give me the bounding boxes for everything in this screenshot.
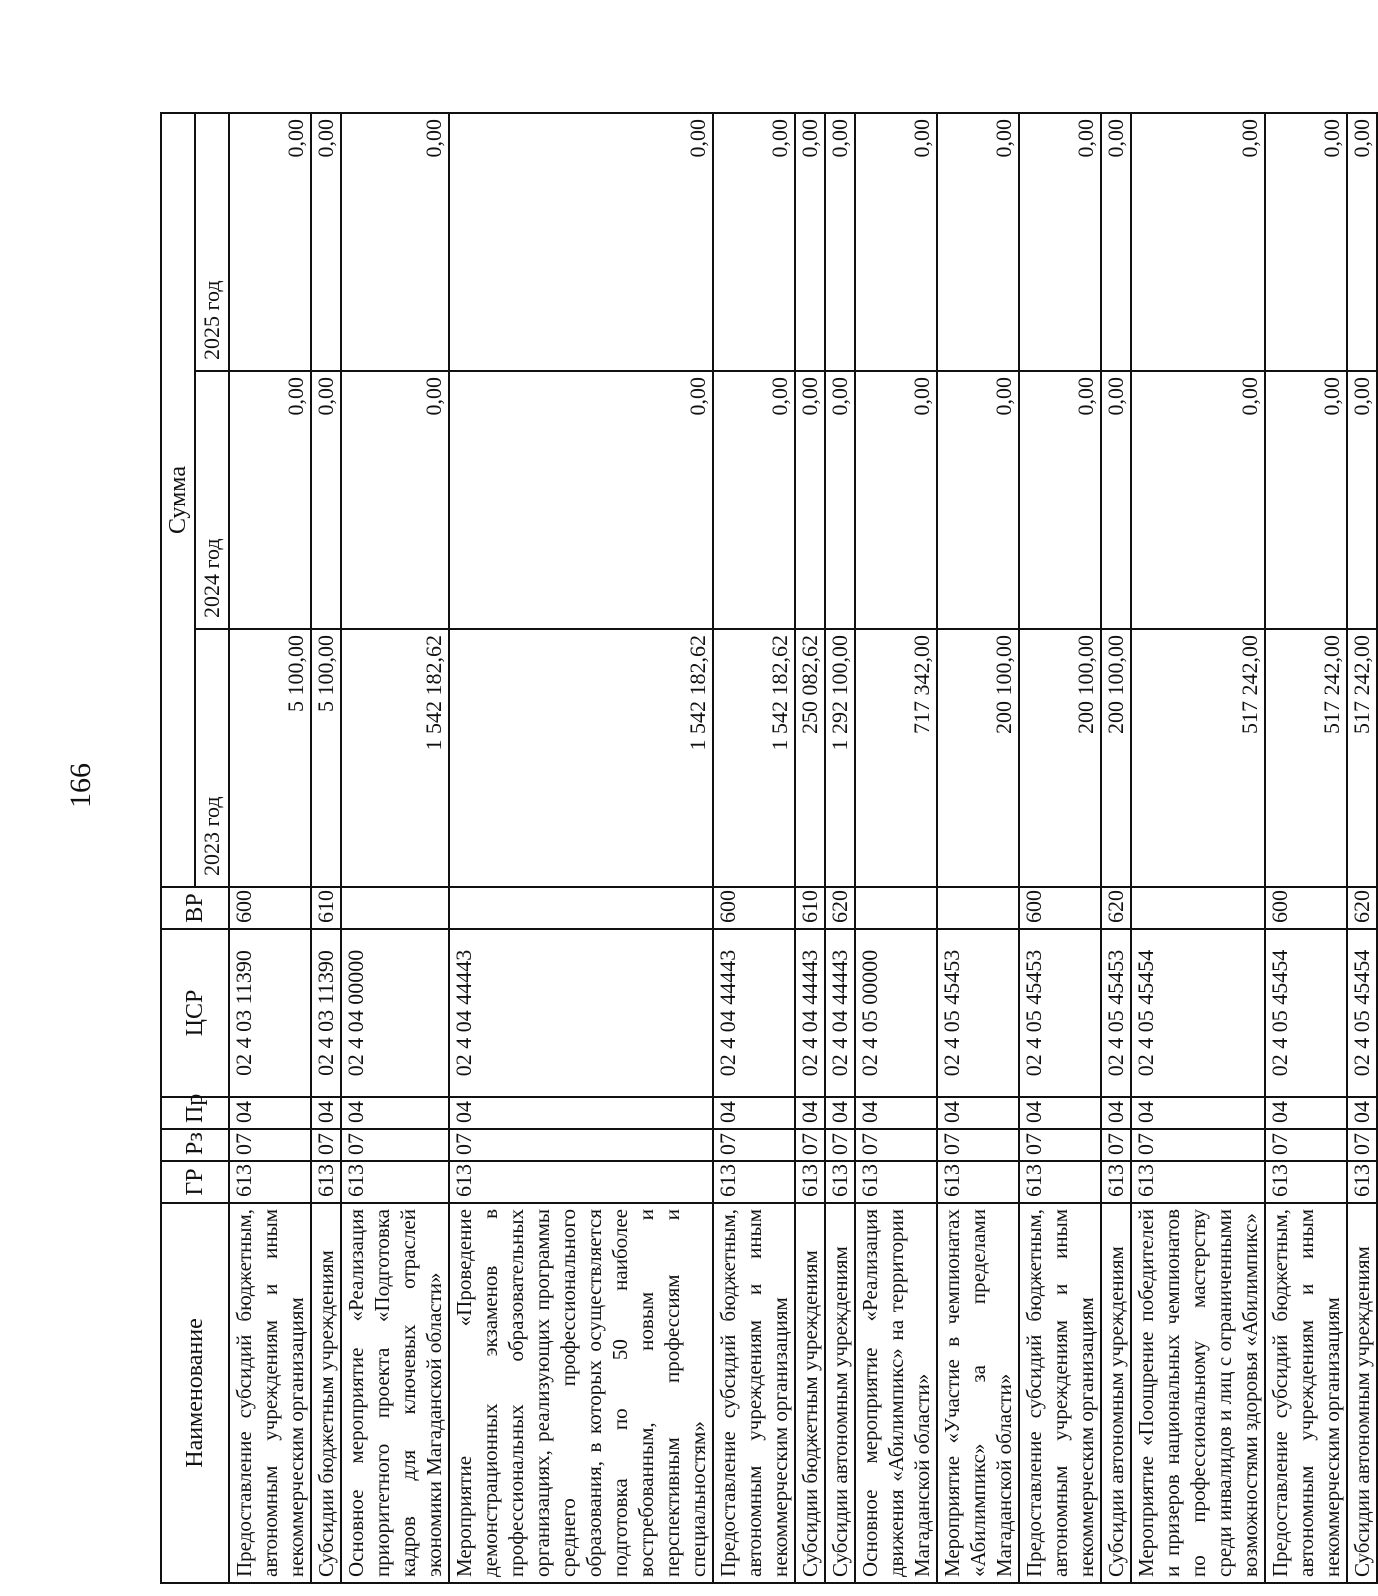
row-csr: 02 4 05 45454 — [1131, 929, 1265, 1097]
row-sum-2025: 0,00 — [1101, 113, 1131, 371]
row-sum-2024: 0,00 — [937, 371, 1019, 629]
row-gr: 613 — [937, 1161, 1019, 1203]
row-vr — [341, 887, 449, 929]
row-sum-2023: 517 242,00 — [1347, 629, 1377, 887]
row-pr: 04 — [1101, 1097, 1131, 1129]
row-sum-2024: 0,00 — [1265, 371, 1347, 629]
row-rz: 07 — [1101, 1129, 1131, 1161]
table-row — [937, 113, 1019, 1583]
table-row — [855, 113, 937, 1583]
row-sum-2024: 0,00 — [341, 371, 449, 629]
row-name: Основное мероприятие «Реализация приоритетного проекта «Подготовка кадров для ключевых отраслей экономики Магаданской области» — [341, 1203, 449, 1583]
row-pr: 04 — [449, 1097, 713, 1129]
row-rz: 07 — [229, 1129, 311, 1161]
rotated-page-content — [160, 114, 1374, 1584]
row-sum-2024: 0,00 — [825, 371, 855, 629]
row-csr: 02 4 05 45453 — [1019, 929, 1101, 1097]
row-rz: 07 — [311, 1129, 341, 1161]
row-sum-2024: 0,00 — [449, 371, 713, 629]
row-sum-2023: 5 100,00 — [311, 629, 341, 887]
row-vr — [1131, 887, 1265, 929]
row-gr: 613 — [713, 1161, 795, 1203]
row-vr: 600 — [1265, 887, 1347, 929]
row-sum-2025: 0,00 — [341, 113, 449, 371]
table-row — [341, 113, 449, 1583]
row-sum-2023: 1 542 182,62 — [713, 629, 795, 887]
header-vr: ВР — [161, 887, 229, 929]
table-row — [449, 113, 713, 1583]
header-gr: ГР — [161, 1161, 229, 1203]
row-sum-2023: 200 100,00 — [1019, 629, 1101, 887]
row-csr: 02 4 05 45454 — [1347, 929, 1377, 1097]
row-sum-2023: 1 292 100,00 — [825, 629, 855, 887]
row-sum-2024: 0,00 — [795, 371, 825, 629]
row-pr: 04 — [855, 1097, 937, 1129]
row-name: Предоставление субсидий бюджетным, автономным учреждениям и иным некоммерческим организациям — [713, 1203, 795, 1583]
row-rz: 07 — [1131, 1129, 1265, 1161]
row-sum-2024: 0,00 — [1347, 371, 1377, 629]
row-rz: 07 — [713, 1129, 795, 1161]
row-gr: 613 — [1019, 1161, 1101, 1203]
row-vr: 620 — [1347, 887, 1377, 929]
row-name: Субсидии автономным учреждениям — [1101, 1203, 1131, 1583]
row-gr: 613 — [1101, 1161, 1131, 1203]
row-sum-2025: 0,00 — [825, 113, 855, 371]
row-sum-2023: 717 342,00 — [855, 629, 937, 887]
row-gr: 613 — [855, 1161, 937, 1203]
row-rz: 07 — [1347, 1129, 1377, 1161]
row-vr: 610 — [311, 887, 341, 929]
row-name: Субсидии бюджетным учреждениям — [311, 1203, 341, 1583]
header-csr: ЦСР — [161, 929, 229, 1097]
row-vr: 610 — [795, 887, 825, 929]
row-name: Мероприятие «Проведение демонстрационных экзаменов в профессиональных образовательных организациях, реализующих программы среднего профессионального образования, в которых осуществляется подготовка по 50 наиболее востребованным, новым и перспективным профессиям и специальностям» — [449, 1203, 713, 1583]
row-sum-2025: 0,00 — [1347, 113, 1377, 371]
row-name: Основное мероприятие «Реализация движения «Абилимпикс» на территории Магаданской области» — [855, 1203, 937, 1583]
row-sum-2025: 0,00 — [855, 113, 937, 371]
row-csr: 02 4 04 44443 — [795, 929, 825, 1097]
row-sum-2025: 0,00 — [795, 113, 825, 371]
table-row — [1101, 113, 1131, 1583]
row-csr: 02 4 04 44443 — [713, 929, 795, 1097]
row-vr: 620 — [1101, 887, 1131, 929]
row-gr: 613 — [825, 1161, 855, 1203]
row-name: Предоставление субсидий бюджетным, автономным учреждениям и иным некоммерческим организациям — [1019, 1203, 1101, 1583]
row-vr: 620 — [825, 887, 855, 929]
table-row — [229, 113, 311, 1583]
row-vr: 600 — [229, 887, 311, 929]
row-rz: 07 — [449, 1129, 713, 1161]
row-pr: 04 — [1347, 1097, 1377, 1129]
row-csr: 02 4 04 00000 — [341, 929, 449, 1097]
row-gr: 613 — [1131, 1161, 1265, 1203]
row-sum-2023: 517 242,00 — [1131, 629, 1265, 887]
header-pr: Пр — [161, 1097, 229, 1129]
row-csr: 02 4 04 44443 — [449, 929, 713, 1097]
budget-table — [160, 112, 1378, 1584]
row-name: Предоставление субсидий бюджетным, автономным учреждениям и иным некоммерческим организациям — [229, 1203, 311, 1583]
row-name: Субсидии бюджетным учреждениям — [795, 1203, 825, 1583]
row-gr: 613 — [311, 1161, 341, 1203]
row-rz: 07 — [855, 1129, 937, 1161]
row-rz: 07 — [1265, 1129, 1347, 1161]
row-gr: 613 — [1265, 1161, 1347, 1203]
row-name: Субсидии автономным учреждениям — [1347, 1203, 1377, 1583]
row-csr: 02 4 05 45453 — [1101, 929, 1131, 1097]
row-gr: 613 — [1347, 1161, 1377, 1203]
row-pr: 04 — [1019, 1097, 1101, 1129]
row-sum-2023: 200 100,00 — [937, 629, 1019, 887]
row-sum-2025: 0,00 — [229, 113, 311, 371]
row-rz: 07 — [1019, 1129, 1101, 1161]
row-pr: 04 — [1265, 1097, 1347, 1129]
table-row — [1019, 113, 1101, 1583]
header-year-2024: 2024 год — [195, 371, 229, 629]
row-rz: 07 — [341, 1129, 449, 1161]
row-sum-2025: 0,00 — [1131, 113, 1265, 371]
row-sum-2023: 250 082,62 — [795, 629, 825, 887]
row-rz: 07 — [795, 1129, 825, 1161]
header-name: Наименование — [161, 1203, 229, 1583]
row-name: Субсидии автономным учреждениям — [825, 1203, 855, 1583]
row-csr: 02 4 04 44443 — [825, 929, 855, 1097]
row-gr: 613 — [449, 1161, 713, 1203]
row-rz: 07 — [937, 1129, 1019, 1161]
row-sum-2024: 0,00 — [1131, 371, 1265, 629]
row-csr: 02 4 05 00000 — [855, 929, 937, 1097]
row-sum-2025: 0,00 — [937, 113, 1019, 371]
header-year-2025: 2025 год — [195, 113, 229, 371]
row-sum-2025: 0,00 — [1019, 113, 1101, 371]
row-sum-2025: 0,00 — [311, 113, 341, 371]
row-name: Мероприятие «Поощрение победителей и призеров национальных чемпионатов по профессиональному мастерству среди инвалидов и лиц с ограниченными возможностями здоровья «Абилимпикс» — [1131, 1203, 1265, 1583]
row-vr: 600 — [1019, 887, 1101, 929]
row-sum-2023: 200 100,00 — [1101, 629, 1131, 887]
row-sum-2024: 0,00 — [1101, 371, 1131, 629]
row-pr: 04 — [1131, 1097, 1265, 1129]
row-vr — [449, 887, 713, 929]
row-vr — [855, 887, 937, 929]
header-sum: Сумма — [161, 113, 195, 887]
row-gr: 613 — [229, 1161, 311, 1203]
row-csr: 02 4 03 11390 — [229, 929, 311, 1097]
table-row — [825, 113, 855, 1583]
row-sum-2023: 1 542 182,62 — [449, 629, 713, 887]
table-row — [1265, 113, 1347, 1583]
page-number: 166 — [64, 763, 97, 808]
header-year-2023: 2023 год — [195, 629, 229, 887]
table-row — [1131, 113, 1265, 1583]
row-csr: 02 4 03 11390 — [311, 929, 341, 1097]
row-sum-2024: 0,00 — [311, 371, 341, 629]
table-row — [795, 113, 825, 1583]
row-rz: 07 — [825, 1129, 855, 1161]
row-sum-2025: 0,00 — [1265, 113, 1347, 371]
row-gr: 613 — [341, 1161, 449, 1203]
row-sum-2025: 0,00 — [713, 113, 795, 371]
row-pr: 04 — [713, 1097, 795, 1129]
row-pr: 04 — [825, 1097, 855, 1129]
row-pr: 04 — [341, 1097, 449, 1129]
row-sum-2024: 0,00 — [713, 371, 795, 629]
row-gr: 613 — [795, 1161, 825, 1203]
row-pr: 04 — [311, 1097, 341, 1129]
table-body — [229, 113, 1377, 1583]
row-sum-2024: 0,00 — [1019, 371, 1101, 629]
table-row — [311, 113, 341, 1583]
header-rz: Рз — [161, 1129, 229, 1161]
row-pr: 04 — [795, 1097, 825, 1129]
row-sum-2023: 517 242,00 — [1265, 629, 1347, 887]
row-csr: 02 4 05 45453 — [937, 929, 1019, 1097]
row-name: Мероприятие «Участие в чемпионатах «Абилимпикс» за пределами Магаданской области» — [937, 1203, 1019, 1583]
table-row — [1347, 113, 1377, 1583]
row-sum-2023: 1 542 182,62 — [341, 629, 449, 887]
row-sum-2024: 0,00 — [229, 371, 311, 629]
row-name: Предоставление субсидий бюджетным, автономным учреждениям и иным некоммерческим организациям — [1265, 1203, 1347, 1583]
row-sum-2023: 5 100,00 — [229, 629, 311, 887]
row-vr — [937, 887, 1019, 929]
table-row — [713, 113, 795, 1583]
row-sum-2025: 0,00 — [449, 113, 713, 371]
row-csr: 02 4 05 45454 — [1265, 929, 1347, 1097]
row-vr: 600 — [713, 887, 795, 929]
row-pr: 04 — [937, 1097, 1019, 1129]
row-pr: 04 — [229, 1097, 311, 1129]
row-sum-2024: 0,00 — [855, 371, 937, 629]
